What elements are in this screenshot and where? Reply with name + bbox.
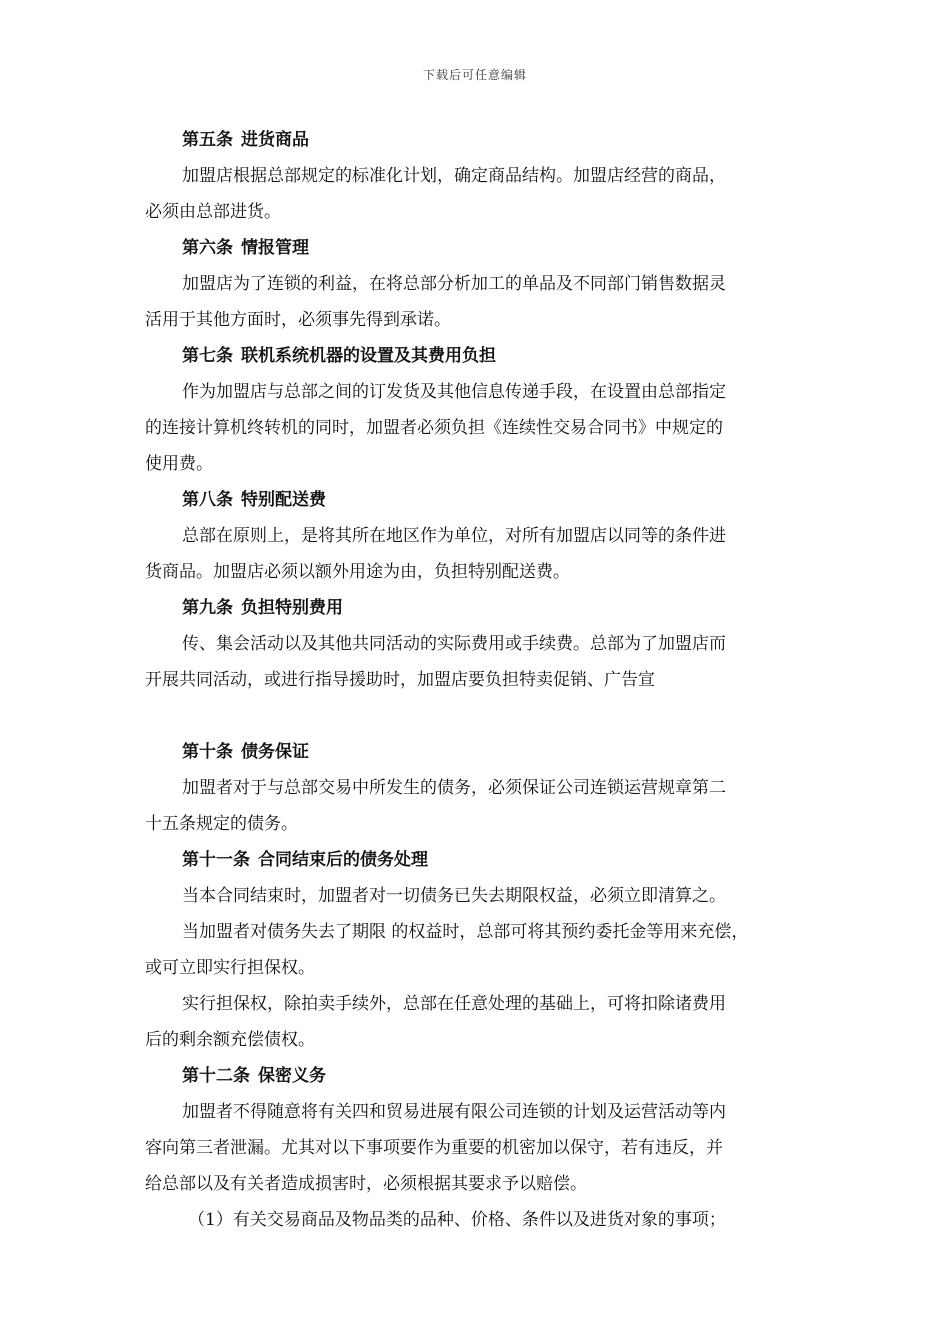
- article-8-paragraph: [145, 518, 825, 590]
- article-title: 保密义务: [258, 1066, 326, 1086]
- article-title: 特别配送费: [241, 490, 326, 510]
- article-number: 第五条: [182, 130, 233, 150]
- blank-line: [145, 698, 825, 734]
- paragraph-line: 活用于其他方面时，必须事先得到承诺。: [145, 310, 451, 330]
- article-11-paragraph-1: [145, 878, 825, 914]
- article-9-paragraph: [145, 626, 825, 698]
- paragraph-line: 当加盟者对债务失去了期限 的权益时，总部可将其预约委托金等用来充偿，: [182, 922, 749, 942]
- paragraph-line: 加盟者对于与总部交易中所发生的债务，必须保证公司连锁运营规章第二: [182, 778, 726, 798]
- document-body: [145, 122, 825, 1238]
- article-7-paragraph: [145, 374, 825, 482]
- article-10-paragraph: [145, 770, 825, 842]
- paragraph-line: 货商品。加盟店必须以额外用途为由，负担特别配送费。: [145, 562, 570, 582]
- paragraph-line: 的连接计算机终转机的同时，加盟者必须负担《连续性交易合同书》中规定的: [145, 418, 723, 438]
- paragraph-line: 开展共同活动，或进行指导援助时，加盟店要负担特卖促销、广告宣: [145, 670, 655, 690]
- paragraph-line: 必须由总部进货。: [145, 202, 281, 222]
- article-title: 债务保证: [241, 742, 309, 762]
- article-title: 负担特别费用: [241, 598, 343, 618]
- article-12-list-item-1: （1）有关交易商品及物品类的品种、价格、条件以及进货对象的事项；: [188, 1210, 726, 1230]
- article-5-paragraph: [145, 158, 825, 230]
- article-6-heading: [145, 230, 825, 266]
- article-number: 第七条: [182, 346, 233, 366]
- article-10-heading: [145, 734, 825, 770]
- paragraph-line: 或可立即实行担保权。: [145, 958, 315, 978]
- article-number: 第八条: [182, 490, 233, 510]
- article-number: 第十一条: [182, 850, 250, 870]
- article-7-heading: [145, 338, 825, 374]
- article-title: 联机系统机器的设置及其费用负担: [241, 346, 496, 366]
- paragraph-line: 给总部以及有关者造成损害时，必须根据其要求予以赔偿。: [145, 1174, 587, 1194]
- paragraph-line: 总部在原则上，是将其所在地区作为单位，对所有加盟店以同等的条件进: [182, 526, 726, 546]
- article-title: 情报管理: [241, 238, 309, 258]
- paragraph-line: 使用费。: [145, 454, 213, 474]
- article-9-heading: [145, 590, 825, 626]
- article-number: 第九条: [182, 598, 233, 618]
- paragraph-line: 后的剩余额充偿债权。: [145, 1030, 315, 1050]
- article-12-heading: [145, 1058, 825, 1094]
- page-header-note: 下载后可任意编辑: [422, 68, 527, 82]
- article-number: 第六条: [182, 238, 233, 258]
- paragraph-line: 加盟店根据总部规定的标准化计划，确定商品结构。加盟店经营的商品，: [182, 166, 726, 186]
- paragraph-line: 加盟店为了连锁的利益，在将总部分析加工的单品及不同部门销售数据灵: [182, 274, 726, 294]
- article-title: 进货商品: [241, 130, 309, 150]
- article-11-paragraph-3: [145, 986, 825, 1058]
- article-11-paragraph-2: [145, 914, 825, 986]
- article-12-paragraph: [145, 1094, 825, 1202]
- article-5-heading: [145, 122, 825, 158]
- paragraph-line: 作为加盟店与总部之间的订发货及其他信息传递手段，在设置由总部指定: [182, 382, 726, 402]
- paragraph-line: 加盟者不得随意将有关四和贸易进展有限公司连锁的计划及运营活动等内: [182, 1102, 726, 1122]
- article-6-paragraph: [145, 266, 825, 338]
- article-number: 第十二条: [182, 1066, 250, 1086]
- paragraph-line: 传、集会活动以及其他共同活动的实际费用或手续费。总部为了加盟店而: [182, 634, 726, 654]
- paragraph-line: 实行担保权，除拍卖手续外，总部在任意处理的基础上，可将扣除诸费用: [182, 994, 726, 1014]
- article-8-heading: [145, 482, 825, 518]
- paragraph-line: 当本合同结束时，加盟者对一切债务已失去期限权益，必须立即清算之。: [182, 886, 726, 906]
- paragraph-line: 十五条规定的债务。: [145, 814, 298, 834]
- article-11-heading: [145, 842, 825, 878]
- article-title: 合同结束后的债务处理: [258, 850, 428, 870]
- article-number: 第十条: [182, 742, 233, 762]
- paragraph-line: 容向第三者泄漏。尤其对以下事项要作为重要的机密加以保守，若有违反，并: [145, 1138, 723, 1158]
